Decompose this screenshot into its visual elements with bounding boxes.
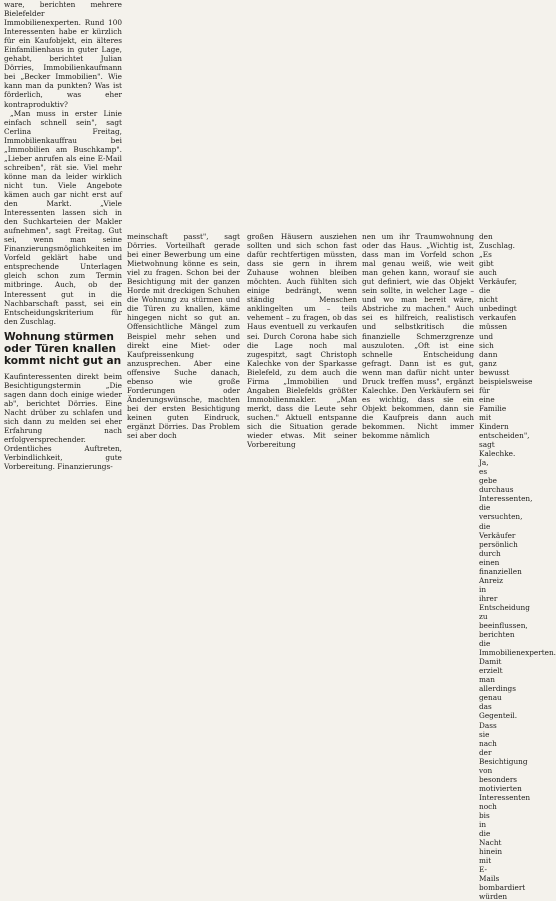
- body-paragraph: den Zuschlag. „Es gibt auch Verkäufer, die nicht unbedingt verkaufen müssen und sich dann ganz bewusst beispielsweise für eine Familie mit Kindern entscheiden", sagt Kalechke. Ja, es gebe durchaus Interessenten, die versuchten, die Verkäufer persönlich durch einen finanziellen Anreiz in ihrer Entscheidung zu beeinflussen, berichten die Immobilienexperten. Damit erzielt man allerdings genau das Gegenteil. Dass sie nach der Besichtigung von besonders motivierten Interessenten noch bis in die Nacht hinein mit E-Mails bombardiert würden: [479, 232, 556, 901]
- article-column-1: [4, 0, 122, 472]
- body-paragraph: nen um ihr Traumwohnung oder das Haus. „Wichtig ist, dass man im Vorfeld schon mal genau weiß, wie weit man gehen kann, worauf sie gut definiert, wie das Objekt sein sollte, in welcher Lage – und wo man bereit wäre, Abstriche zu machen." Auch sei es hilfreich, realistisch und selbstkritisch die finanzielle Schmerzgrenze auszuloten. „Oft ist eine schnelle Entscheidung gefragt. Dann ist es gut, wenn man dafür nicht unter Druck treffen muss", ergänzt Kalechke. Den Verkäufern sei es wichtig, dass sie ein Objekt bekommen, dann sie die Kaufpreis dann auch bekommen. Nicht immer bekomme nämlich: [362, 232, 474, 441]
- body-paragraph: „Man muss in erster Linie einfach schnell sein", sagt Cerlina Freitag, Immobilienkauffrau bei „Immobilien am Buschkamp". „Lieber anrufen als eine E-Mail schreiben", rät sie. Viel mehr könne man da leider wirklich nicht tun. Viele Angebote kämen auch gar nicht erst auf den Markt. „Viele Interessenten lassen sich in den Suchkarteien der Makler aufnehmen", sagt Freitag. Gut sei, wenn man seine Finanzierungsmöglichkeiten im Vorfeld geklärt habe und entsprechende Unterlagen gleich schon zum Termin mitbringe. Auch, ob der Interessent gut in die Nachbarschaft passt, sei ein Entscheidungskriterium für den Zuschlag.: [4, 108, 122, 326]
- body-paragraph: ware, berichten mehrere Bielefelder Immobilienexperten. Rund 100 Interessenten habe er kürzlich für ein Kaufobjekt, ein älteres Einfamilienhaus in guter Lage, gehabt, berichtet Julian Dörries, Immobilienkaufmann bei „Becker Immobilien". Wie kann man da punkten? Was ist förderlich, was eher kontraproduktiv?: [4, 0, 122, 109]
- body-paragraph: meinschaft passt", sagt Dörries. Vorteilhaft gerade bei einer Bewerbung um eine Mietwohnung könne es sein, viel zu fragen. Schon bei der Besichtigung mit der ganzen Horde mit dreckigen Schuhen die Wohnung zu stürmen und die Türen zu knallen, käme hingegen nicht so gut an. Offensichtliche Mängel zum Beispiel mehr sehen und direkt eine Miet- oder Kaufpreissenkung anzusprechen. Aber eine offensive Suche danach, ebenso wie große Forderungen oder Änderungswünsche, machten bei der ersten Besichtigung keinen guten Eindruck, ergänzt Dörries. Das Problem sei aber doch: [127, 232, 240, 441]
- article-column-4: [362, 232, 474, 441]
- subheadline: Wohnung stürmen oder Türen knallen kommt nicht gut an: [4, 330, 122, 368]
- article-column-5: [479, 232, 556, 901]
- body-paragraph: Kaufinteressenten direkt beim Besichtigungstermin „Die sagen dann doch einige wieder ab", berichtet Dörries. Eine Nacht drüber zu schlafen und sich dann zu melden sei eher Erfahrung nach erfolgversprechender. Ordentliches Auftreten, Verbindlichkeit, gute Vorbereitung. Finanzierungs-: [4, 371, 122, 472]
- body-paragraph: großen Häusern ausziehen sollten und sich schon fast dafür rechtfertigen müssten, dass sie gern in ihrem Zuhause wohnen bleiben möchten. Auch fühlten sich einige bedrängt, wenn ständig Menschen anklingelten um – teils vehement – zu fragen, ob das Haus eventuell zu verkaufen sei. Durch Corona habe sich die Lage noch mal zugespitzt, sagt Christoph Kalechke von der Sparkasse Bielefeld, zu dem auch die Firma „Immobilien und Angaben Bielefelds größter Immobilienmakler. „Man merkt, dass die Leute sehr suchen." Aktuell entspanne sich die Situation gerade wieder etwas. Mit seiner Vorbereitung: [247, 232, 357, 450]
- article-column-2: [127, 232, 240, 441]
- article-column-3: [247, 232, 357, 450]
